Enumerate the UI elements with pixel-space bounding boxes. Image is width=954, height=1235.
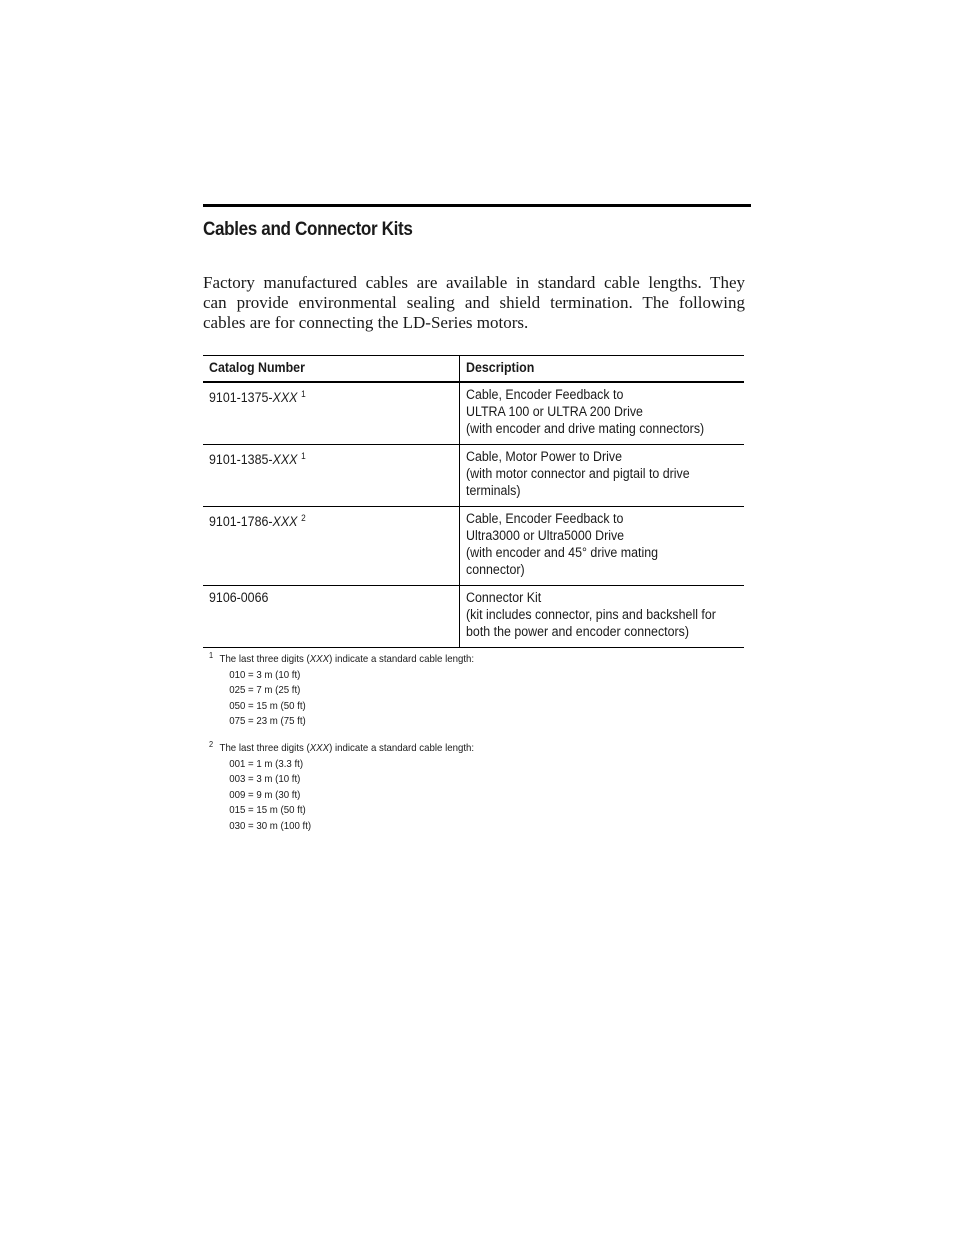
intro-line: cables are for connecting the LD-Series motors. <box>203 313 529 332</box>
description-cell: Connector Kit (kit includes connector, pins and backshell for both the power and encoder connectors) <box>460 586 744 648</box>
catalog-number-cell: 9106-0066 <box>203 586 460 648</box>
length-option: 015 = 15 m (50 ft) <box>229 804 306 816</box>
length-option: 025 = 7 m (25 ft) <box>229 684 301 696</box>
table-row <box>203 382 744 445</box>
table-row <box>203 445 744 507</box>
length-option: 030 = 30 m (100 ft) <box>229 819 312 832</box>
footnote-number: 1 <box>209 651 214 660</box>
length-option: 009 = 9 m (30 ft) <box>229 788 301 801</box>
cables-table <box>203 355 744 648</box>
description-cell: Cable, Encoder Feedback to ULTRA 100 or ULTRA 200 Drive (with encoder and drive mating connectors) <box>460 382 744 445</box>
table-row <box>203 586 744 648</box>
length-option: 003 = 3 m (10 ft) <box>229 773 301 785</box>
section-rule <box>203 204 751 207</box>
footnote-ref: 2 <box>301 513 306 523</box>
header-description: Description <box>460 356 744 383</box>
intro-line: can provide environmental sealing and shield termination. The following <box>203 293 745 312</box>
description-cell: Cable, Encoder Feedback to Ultra3000 or Ultra5000 Drive (with encoder and 45° drive mating connector) <box>460 507 744 586</box>
intro-line: Factory manufactured cables are available in standard cable lengths. They <box>203 273 745 292</box>
footnote-ref: 1 <box>301 451 306 461</box>
catalog-number-cell: 9101-1385-XXX $^1$ <box>203 445 460 507</box>
intro-paragraph <box>203 273 745 333</box>
description-cell: Cable, Motor Power to Drive (with motor connector and pigtail to drive terminals) <box>460 445 744 507</box>
catalog-number-cell: 9101-1375-XXX $^1$ <box>203 382 460 445</box>
footnote-number: 2 <box>209 740 214 749</box>
table-row <box>203 507 744 586</box>
table-header-row <box>203 356 744 383</box>
header-catalog-number: Catalog Number <box>203 356 460 383</box>
footnote: $^2$ The last three digits (XXX) indicate a standard cable length: 001 = 1 m (3.3 ft) 003 = 3 m (10 ft) 009 = 9 m (30 ft) 015 = 15 m (50 ft) 030 = 30 m (100 ft) <box>209 737 497 834</box>
footnote-ref: 1 <box>301 389 306 399</box>
footnote: $^1$ The last three digits (XXX) indicate a standard cable length: 010 = 3 m (10 ft) 025 = 7 m (25 ft) 050 = 15 m (50 ft) 075 = 23 m (75 ft) <box>209 648 497 730</box>
catalog-number-cell: 9101-1786-XXX $^2$ <box>203 507 460 586</box>
length-option: 001 = 1 m (3.3 ft) <box>229 757 304 770</box>
length-option: 010 = 3 m (10 ft) <box>229 668 301 681</box>
length-option: 050 = 15 m (50 ft) <box>229 699 306 712</box>
length-option: 075 = 23 m (75 ft) <box>229 715 306 727</box>
section-title: Cables and Connector Kits <box>203 219 413 240</box>
